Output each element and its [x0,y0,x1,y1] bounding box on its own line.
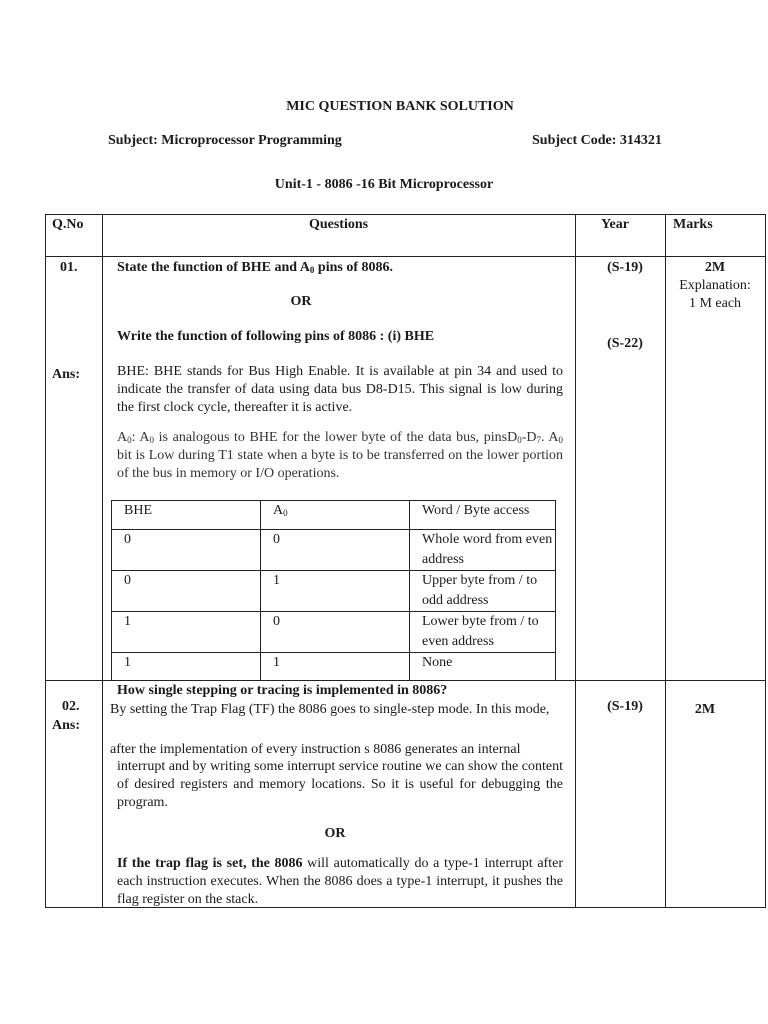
q1-question: State the function of BHE and $A_0$ pins of 8086. [117,260,393,275]
bhe-table-header: BHE [112,501,261,530]
q1-marks: 2M [704,260,726,275]
table-cell: Whole word from even address [410,530,556,571]
table-cell: 0 [112,530,261,571]
bhe-a0-table [111,500,556,681]
subject-code: Subject Code: 314321 [532,133,662,148]
q2-question: How single stepping or tracing is implemented in 8086? [117,683,448,698]
table-cell: 1 [112,653,261,681]
table-row [112,530,556,571]
table-cell: 1 [112,612,261,653]
table-row [112,571,556,612]
q2-year: (S-19) [607,699,643,714]
q1-ans-label: Ans: [52,367,81,382]
subject-name: Subject: Microprocessor Programming [108,133,342,148]
table-cell: 1 [261,571,410,612]
q1-year-2: (S-22) [607,336,643,351]
header-marks: Marks [673,217,713,232]
table-cell: Upper byte from / to odd address [410,571,556,612]
q1-marks-note-1: Explanation: [679,278,751,293]
table-cell: None [410,653,556,681]
q1-marks-note-2: 1 M each [688,296,742,311]
q2-answer-rest: interrupt and by writing some interrupt service routine we can show the content of desired registers and memory locations. So it is useful for debugging the program. [117,759,563,810]
table-row [112,653,556,681]
table-cell: 0 [261,530,410,571]
q1-question-alt: Write the function of following pins of 8086 : (i) BHE [117,329,435,344]
document-title: MIC QUESTION BANK SOLUTION [286,99,514,114]
table-cell: 0 [112,571,261,612]
q1-year-1: (S-19) [607,260,643,275]
unit-title: Unit-1 - 8086 -16 Bit Microprocessor [274,177,494,192]
header-questions: Questions [308,217,369,232]
header-year: Year [601,217,629,232]
q2-number: 02. [62,699,80,714]
q1-number: 01. [60,260,78,275]
table-cell: 1 [261,653,410,681]
table-cell: Lower byte from / to even address [410,612,556,653]
q2-marks: 2M [694,702,716,717]
table-cell: 0 [261,612,410,653]
q2-answer-alt: If the trap flag is set, the 8086 will automatically do a type-1 interrupt after each instruction executes. When the 8086 does a type-1 interrupt, it pushes the flag register on the stack. [117,856,563,907]
q1-or: OR [290,294,312,309]
q2-answer-line-1: By setting the Trap Flag (TF) the 8086 goes to single-step mode. In this mode, [110,702,550,717]
q1-answer-a0: $A_0$: $A_0$ is analogous to BHE for the lower byte of the data bus, $pinsD_0-D_7$. $A_0$ bit is Low during T1 state when a byte is to be transferred on the lower portion of the bus in memory or I/O operations. [117,430,563,481]
table-row [112,612,556,653]
bhe-table-header: $A_0$ [261,501,410,530]
q1-answer-bhe: BHE: BHE stands for Bus High Enable. It is available at pin 34 and used to indicate the transfer of data using data bus D8-D15. This signal is low during the first clock cycle, thereafter it is active. [117,364,563,415]
header-qno: Q.No [52,217,84,232]
q2-or: OR [324,826,346,841]
bhe-table-header: Word / Byte access [410,501,556,530]
q2-answer-line-2: after the implementation of every instruction s 8086 generates an internal [110,742,521,757]
q2-ans-label: Ans: [52,718,81,733]
